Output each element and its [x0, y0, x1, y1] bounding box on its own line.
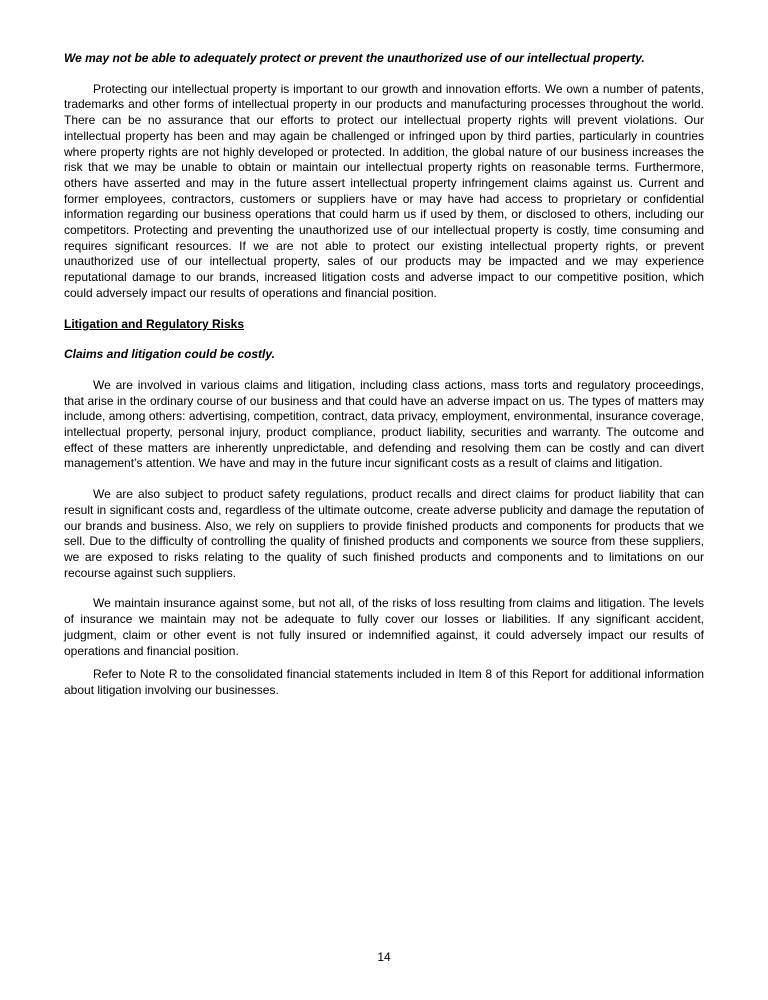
- page-number: 14: [377, 950, 391, 964]
- document-page: [64, 51, 704, 714]
- ip-risk-paragraph: Protecting our intellectual property is important to our growth and innovation efforts. We own a number of patents, trademarks and other forms of intellectual property in our products and manufacturing processes throughout the world. There can be no assurance that our efforts to protect our intellectual property rights will prevent violations. Our intellectual property has been and may again be challenged or infringed upon by third parties, particularly in countries where property rights are not highly developed or protected. In addition, the global nature of our business increases the risk that we may be unable to obtain or maintain our intellectual property rights on reasonable terms. Furthermore, others have asserted and may in the future assert intellectual property infringement claims against us. Current and former employees, contractors, customers or suppliers have or may have had access to proprietary or confidential information regarding our business operations that could harm us if used by them, or disclosed to others, including our competitors. Protecting and preventing the unauthorized use of our intellectual property is costly, time consuming and requires significant resources. If we are not able to protect our existing intellectual property rights, or prevent unauthorized use of our intellectual property, sales of our products may be impacted and we may experience reputational damage to our brands, increased litigation costs and adverse impact to our competitive position, which could adversely impact our results of operations and financial position.: [64, 81, 704, 300]
- claims-paragraph-4: Refer to Note R to the consolidated financial statements included in Item 8 of this Report for additional information about litigation involving our businesses.: [64, 667, 704, 697]
- ip-risk-heading: We may not be able to adequately protect or prevent the unauthorized use of our intellectual property.: [64, 51, 645, 65]
- claims-paragraph-2: We are also subject to product safety regulations, product recalls and direct claims for product liability that can result in significant costs and, regardless of the ultimate outcome, create adverse publicity and damage the reputation of our brands and business. Also, we rely on suppliers to provide finished products and components for products that we sell. Due to the difficulty of controlling the quality of finished products and components we source from these suppliers, we are exposed to risks relating to the quality of such finished products and components and to limitations on our recourse against such suppliers.: [64, 487, 704, 580]
- claims-paragraph-1: We are involved in various claims and litigation, including class actions, mass torts and regulatory proceedings, that arise in the ordinary course of our business and that could have an adverse impact on us. The types of matters may include, among others: advertising, competition, contract, data privacy, employment, environmental, insurance coverage, intellectual property, personal injury, product compliance, product liability, securities and warranty. The outcome and effect of these matters are inherently unpredictable, and defending and resolving them can be costly and can divert management’s attention. We have and may in the future incur significant costs as a result of claims and litigation.: [64, 377, 704, 471]
- claims-risk-heading: Claims and litigation could be costly.: [64, 347, 275, 362]
- litigation-section-title: Litigation and Regulatory Risks: [64, 316, 245, 331]
- claims-paragraph-3: We maintain insurance against some, but not all, of the risks of loss resulting from claims and litigation. The levels of insurance we maintain may not be adequate to fully cover our losses or liabilities. If any significant accident, judgment, claim or other event is not fully insured or indemnified against, it could adversely impact our results of operations and financial position.: [64, 596, 704, 658]
